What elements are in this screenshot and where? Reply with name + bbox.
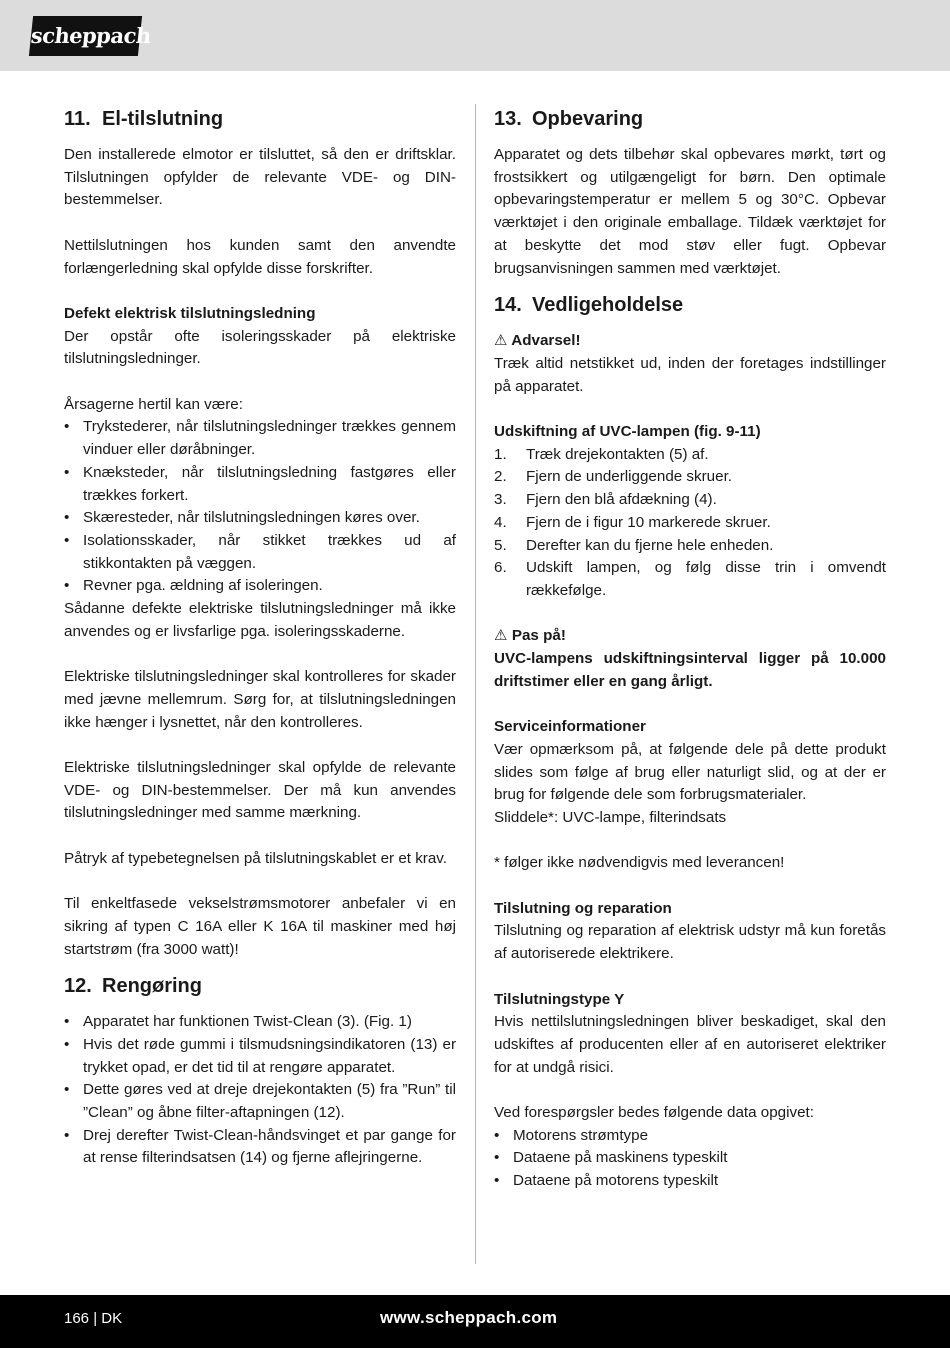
paragraph: Vær opmærksom på, at følgende dele på dette produkt slides som følge af brug eller naturligt slid, og at der er brug for følgende dele som forbrugsmaterialer.: [494, 740, 886, 804]
list-item: • Dataene på maskinens typeskilt: [494, 1147, 886, 1170]
paragraph: Træk altid netstikket ud, inden der foretages indstillinger på apparatet.: [494, 354, 886, 395]
list-item: • Trykstederer, når tilslutningsledninger trækkes gennem vinduer eller døråbninger.: [64, 416, 456, 461]
section-12-heading: 12. Rengøring: [64, 975, 202, 998]
causes-intro: Årsagerne hertil kan være:: [64, 395, 243, 413]
website-link[interactable]: www.scheppach.com: [380, 1308, 558, 1327]
paragraph: Tilslutning og reparation af elektrisk udstyr må kun foretås af autoriserede elektrikere.: [494, 922, 886, 963]
paragraph: Elektriske tilslutningsledninger skal kontrolleres for skader med jævne mellemrum. Sørg for, at tilslutningsledningen ikke hænger i lysnettet, når den kontrolleres.: [64, 668, 456, 731]
list-item: 5. Derefter kan du fjerne hele enheden.: [494, 536, 774, 554]
list-item: • Skæresteder, når tilslutningsledningen køres over.: [64, 507, 456, 530]
inquiry-list: [494, 1125, 886, 1193]
paragraph: Der opstår ofte isoleringsskader på elektriske tilslutningsledninger.: [64, 327, 456, 368]
section-14-heading: 14. Vedligeholdelse: [494, 294, 684, 317]
cleaning-list: [64, 1011, 456, 1170]
footer-bar: [0, 1295, 950, 1348]
list-item: 1. Træk drejekontakten (5) af.: [494, 445, 709, 463]
paragraph: Den installerede elmotor er tilsluttet, så den er driftsklar. Tilslutningen opfylder de relevante VDE- og DIN-bestemmelser.: [64, 146, 456, 209]
list-item: 2. Fjern de underliggende skruer.: [494, 468, 733, 486]
subheading-uvc: Udskiftning af UVC-lampen (fig. 9-11): [494, 423, 761, 441]
inquiry-intro: Ved forespørgsler bedes følgende data opgivet:: [494, 1104, 814, 1122]
list-item: • Motorens strømtype: [494, 1125, 886, 1148]
paragraph: Til enkeltfasede vekselstrømsmotorer anbefaler vi en sikring af typen C 16A eller K 16A til maskiner med høj startstrøm (fra 3000 watt)!: [64, 895, 456, 958]
page-number: 166 | DK: [64, 1310, 123, 1327]
subheading-type: Tilslutningstype Y: [494, 990, 625, 1008]
list-item: • Apparatet har funktionen Twist-Clean (3). (Fig. 1): [64, 1011, 456, 1034]
header-bar: [0, 0, 950, 71]
left-column: [64, 104, 456, 1170]
list-item: • Dataene på motorens typeskilt: [494, 1170, 886, 1193]
list-item: 4. Fjern de i figur 10 markerede skruer.: [494, 513, 771, 531]
scheppach-logo: scheppach: [29, 16, 142, 56]
list-item: • Knæksteder, når tilslutningsledning fastgøres eller trækkes forkert.: [64, 462, 456, 507]
warning-label: ⚠ Advarsel!: [494, 332, 581, 350]
paragraph: Elektriske tilslutningsledninger skal opfylde de relevante VDE- og DIN-bestemmelser. Der må kun anvendes tilslutningsledninger med samme mærkning.: [64, 758, 456, 822]
paragraph: Nettilslutningen hos kunden samt den anvendte forlængerledning skal opfylde disse forskrifter.: [64, 236, 456, 277]
section-11-heading: 11. El-tilslutning: [64, 108, 224, 130]
paragraph: Sliddele*: UVC-lampe, filterindsats: [494, 808, 727, 826]
causes-list: [64, 416, 456, 598]
list-item: • Revner pga. ældning af isoleringen.: [64, 575, 456, 598]
subheading-defekt: Defekt elektrisk tilslutningsledning: [64, 304, 316, 322]
paragraph: Sådanne defekte elektriske tilslutningsledninger må ikke anvendes og er livsfarlige pga. isoleringsskaderne.: [64, 600, 456, 640]
list-item: 3. Fjern den blå afdækning (4).: [494, 491, 717, 509]
list-item: • Drej derefter Twist-Clean-håndsvinget et par gange for at rense filterindsatsen (14) og fjerne aflejringerne.: [64, 1125, 456, 1170]
list-item: • Dette gøres ved at dreje drejekontakten (5) fra ”Run” til ”Clean” og åbne filter-aftapningen (12).: [64, 1079, 456, 1124]
paragraph: Hvis nettilslutningsledningen bliver beskadiget, skal den udskiftes af producenten eller af en autoriseret elektriker for at undgå risici.: [494, 1013, 886, 1076]
paragraph: Påtryk af typebetegnelsen på tilslutningskablet er et krav.: [64, 849, 447, 867]
list-item: 6. Udskift lampen, og følg disse trin i omvendt rækkefølge.: [494, 559, 886, 599]
list-item: • Isolationsskader, når stikket trækkes ud af stikkontakten på væggen.: [64, 530, 456, 575]
paragraph: Apparatet og dets tilbehør skal opbevares mørkt, tørt og frostsikkert og utilgængeligt for børn. Den optimale opbevaringstemperatur er mellem 5 og 30°C. Opbevar værktøjet i den originale emballage. Tildæk værktøjet for at beskytte det mod støv eller fugt. Opbevar brugsanvisningen sammen med værktøjet.: [494, 146, 886, 277]
subheading-service: Serviceinformationer: [494, 718, 646, 736]
caution-label: ⚠ Pas på!: [494, 627, 566, 645]
list-item: • Hvis det røde gummi i tilsmudsningsindikatoren (13) er trykket opad, er det tid til at rengøre apparatet.: [64, 1034, 456, 1079]
column-divider: [475, 104, 476, 1264]
subheading-repair: Tilslutning og reparation: [494, 899, 672, 917]
warning-triangle-icon: ⚠: [494, 627, 508, 645]
warning-triangle-icon: ⚠: [494, 332, 508, 350]
footnote: * følger ikke nødvendigvis med leverancen!: [494, 854, 785, 872]
section-13-heading: 13. Opbevaring: [494, 108, 644, 130]
uvc-steps: [494, 444, 886, 603]
right-column: [494, 104, 886, 1193]
caution-text: UVC-lampens udskiftningsinterval ligger på 10.000 driftstimer eller en gang årligt.: [494, 650, 886, 690]
